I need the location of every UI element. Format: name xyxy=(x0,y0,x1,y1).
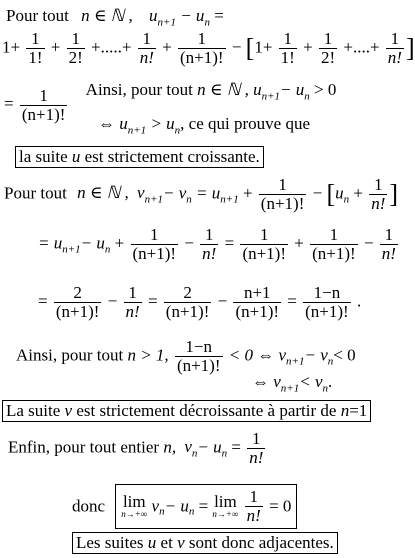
fraction: $\frac{1}{(n+1)!}$ xyxy=(179,29,224,67)
fraction: $\frac{1}{(n+1)!}$ xyxy=(21,85,66,124)
conclusion-box-1 xyxy=(15,146,264,168)
text: − xyxy=(312,183,323,203)
text: + xyxy=(303,37,313,57)
text: = 0 xyxy=(269,496,292,516)
line-5 xyxy=(4,176,398,213)
text: − v xyxy=(163,183,187,203)
fraction: $\frac{1}{n!}$ xyxy=(202,225,217,263)
text: v xyxy=(151,496,160,516)
text: + xyxy=(242,183,253,203)
fraction: $\frac{1}{n!}$ xyxy=(249,429,264,467)
text: n ∈ ℕ , xyxy=(77,183,129,203)
subscript: n xyxy=(186,193,192,206)
fraction: $\frac{1-n}{(n+1)!}$ xyxy=(176,337,221,375)
text: Ainsi, pour tout xyxy=(85,80,193,99)
text: = xyxy=(147,291,158,311)
fraction: $\frac{1}{2!}$ xyxy=(68,29,83,67)
fraction: $\frac{1}{n!}$ xyxy=(125,283,140,321)
text: = xyxy=(224,233,235,253)
text: − u xyxy=(80,233,105,253)
bracket: [ xyxy=(245,33,255,63)
text: n xyxy=(340,401,350,420)
conclusion-box-2 xyxy=(2,400,371,422)
text: donc xyxy=(72,496,106,516)
text: . xyxy=(356,291,362,311)
subscript: n xyxy=(343,193,350,206)
fraction: $\frac{1}{(n+1)!}$ xyxy=(132,225,177,263)
fraction: $\frac{1}{1!}$ xyxy=(28,29,43,67)
fraction: $\frac{1}{n!}$ xyxy=(371,175,386,213)
text: n ∈ ℕ , xyxy=(81,6,133,25)
text: u xyxy=(71,147,81,166)
fraction: $\frac{1}{(n+1)!}$ xyxy=(312,225,356,263)
bracket: ] xyxy=(389,179,399,209)
subscript: n+1 xyxy=(220,193,239,206)
line-8 xyxy=(16,338,356,375)
text: + xyxy=(50,37,61,57)
text: + xyxy=(162,37,172,57)
text: + xyxy=(353,183,363,203)
subscript: n+1 xyxy=(280,382,300,395)
text: − xyxy=(217,291,228,311)
text: la suite xyxy=(19,147,72,166)
fraction: $\frac{2}{(n+1)!}$ xyxy=(55,283,100,321)
subscript: n+1 xyxy=(157,16,176,29)
text: − u xyxy=(180,6,205,25)
fraction: $\frac{1}{n!}$ xyxy=(381,225,396,263)
text: < v xyxy=(299,372,323,391)
fraction: $\frac{1}{(n+1)!}$ xyxy=(260,175,305,213)
text: > u xyxy=(150,114,175,133)
text: est strictement décroissante à partir de xyxy=(72,401,341,420)
subscript: n+1 xyxy=(261,90,281,103)
fraction: $\frac{2}{(n+1)!}$ xyxy=(165,283,210,321)
subscript: n xyxy=(188,505,195,518)
text: v xyxy=(137,183,145,203)
fraction: $\frac{1-n}{(n+1)!}$ xyxy=(305,283,349,321)
line-1 xyxy=(6,6,224,28)
text: sont donc adjacentes. xyxy=(184,533,334,552)
text: u xyxy=(147,533,157,552)
text: − u xyxy=(164,496,189,516)
text: = xyxy=(287,291,297,311)
line-2 xyxy=(2,30,415,67)
subscript: n xyxy=(322,382,329,395)
text: > 0 xyxy=(314,80,337,99)
line-11 xyxy=(72,484,297,529)
text: Les suites xyxy=(76,533,148,552)
fraction: $\frac{1}{n!}$ xyxy=(387,29,402,67)
text: et xyxy=(156,533,178,552)
text: − u xyxy=(197,437,222,457)
text: = xyxy=(4,94,14,113)
limit: lim n→+∞ xyxy=(212,492,239,520)
text: = xyxy=(38,291,48,311)
subscript: n xyxy=(327,355,334,368)
line-10 xyxy=(8,430,267,467)
text: − v xyxy=(304,345,328,365)
limit-box xyxy=(115,484,297,529)
subscript: n+1 xyxy=(62,243,81,256)
subscript: n xyxy=(204,16,210,29)
text: v xyxy=(64,401,73,420)
text: Enfin, pour tout entier xyxy=(8,437,160,457)
text: +.....+ xyxy=(91,37,132,57)
text: = xyxy=(214,6,224,25)
text: − xyxy=(363,233,374,253)
text: est strictement croissante. xyxy=(80,147,260,166)
text: u xyxy=(253,80,262,99)
text: u xyxy=(149,6,158,25)
text: − xyxy=(231,37,242,57)
text: = xyxy=(198,496,209,516)
text: +....+ xyxy=(343,37,380,57)
subscript: n+1 xyxy=(127,124,147,137)
text: − xyxy=(107,291,118,311)
subscript: n xyxy=(221,447,228,460)
fraction: $\frac{1}{n!}$ xyxy=(139,29,154,67)
text: = u xyxy=(38,233,63,253)
text: Ainsi, pour tout xyxy=(16,345,124,365)
text: 1+ xyxy=(2,37,21,57)
text: v xyxy=(177,533,185,552)
line-4 xyxy=(98,114,310,136)
line-7 xyxy=(38,284,361,321)
text: ⇔ u xyxy=(98,114,128,133)
text: n, xyxy=(163,437,177,457)
text: La suite xyxy=(6,401,65,420)
text: < 0 ⇔ v xyxy=(228,345,287,365)
line-9 xyxy=(252,372,332,394)
subscript: n xyxy=(304,90,310,103)
line-6 xyxy=(38,226,400,263)
subscript: n xyxy=(174,124,181,137)
text: v xyxy=(184,437,192,457)
text: Pour tout xyxy=(4,183,67,203)
fraction: $\frac{1}{2!}$ xyxy=(320,29,336,67)
text: + xyxy=(114,233,125,253)
text: ⇔ v xyxy=(252,372,281,391)
fraction: $\frac{n+1}{(n+1)!}$ xyxy=(235,283,280,321)
subscript: n xyxy=(104,243,111,256)
text: − u xyxy=(280,80,305,99)
fraction: $\frac{1}{1!}$ xyxy=(280,29,295,67)
subscript: n xyxy=(191,447,198,460)
text: n ∈ ℕ , xyxy=(197,80,249,99)
conclusion-box-3 xyxy=(72,532,338,554)
text: Pour tout xyxy=(6,6,69,25)
bracket: [ xyxy=(326,179,336,209)
text: = xyxy=(231,437,241,457)
text: − xyxy=(184,233,194,253)
text: , ce qui prouve que xyxy=(180,114,310,133)
text: 1+ xyxy=(254,37,273,57)
text: =1 xyxy=(349,401,368,420)
text: = u xyxy=(196,183,221,203)
subscript: n xyxy=(159,505,165,518)
subscript: n+1 xyxy=(144,193,163,206)
text: . xyxy=(328,372,333,391)
text: < 0 xyxy=(333,345,356,365)
bracket: ] xyxy=(405,33,415,63)
fraction: $\frac{1}{n!}$ xyxy=(246,487,261,525)
text: + xyxy=(294,233,304,253)
fraction: $\frac{1}{(n+1)!}$ xyxy=(242,225,287,263)
text: u xyxy=(335,183,344,203)
limit: lim n→+∞ xyxy=(121,492,148,520)
subscript: n+1 xyxy=(286,355,305,368)
text: n > 1, xyxy=(127,345,169,365)
